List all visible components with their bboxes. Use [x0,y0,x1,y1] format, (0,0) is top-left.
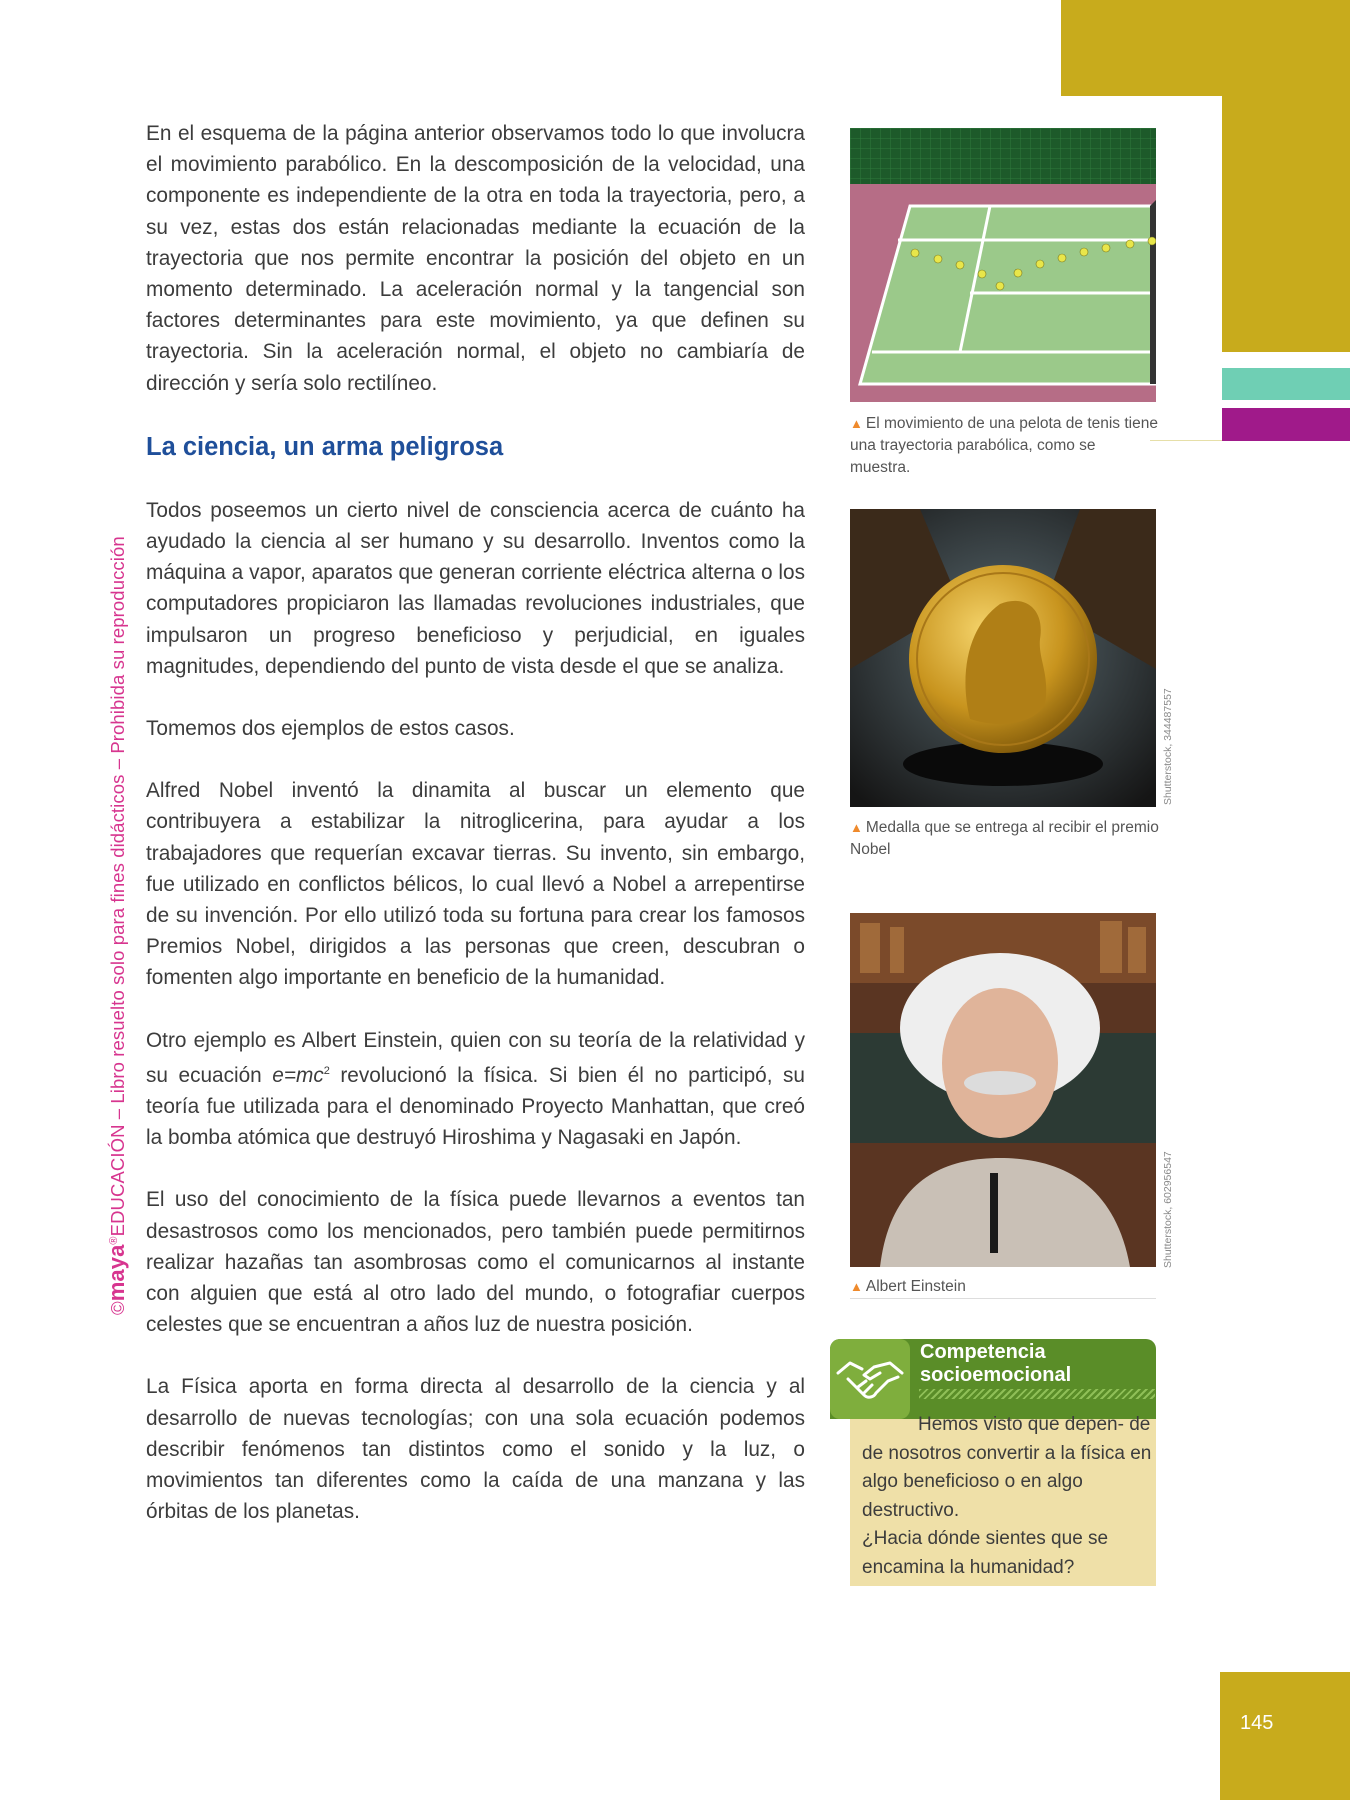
paragraph-3: Alfred Nobel inventó la dinamita al buscar un elemento que contribuyera a estabilizar la nitroglicerina, para ayudar a los trabajadores que requerían excavar tierras. Su invento, sin embargo, fue utilizado en conflictos bélicos, lo cual llevó a Nobel a arrepentirse de su invención. Por ello utilizó toda su fortuna para crear los famosos Premios Nobel, dirigidos a las personas que creen, descubran o fomenten algo importante en beneficio de la humanidad. [146,779,805,990]
equation-exponent: 2 [323,1064,330,1077]
competencia-body: de de nosotros convertir a la física en algo beneficioso o en algo destructivo. [862,1414,1152,1521]
einstein-photo-credit: Shutterstock, 602956547 [1162,1151,1174,1268]
tennis-court-image [850,128,1156,402]
einstein-image [850,913,1156,1267]
paragraph-6: La Física aporta en forma directa al desarrollo de la ciencia y al desarrollo de nuevas tecnologías; con una sola ecuación podemos describir fenómenos tan distintos como el sonido y la luz, o movimientos tan diferentes como la caída de una manzana y las órbitas de los planetas. [146,1375,805,1524]
medal-caption [850,817,1160,861]
einstein-caption [850,1276,1156,1299]
paragraph-1: Todos poseemos un cierto nivel de consciencia acerca de cuánto ha ayudado la ciencia al ser humano y su desarrollo. Inventos como la máquina a vapor, aparatos que generan corriente eléctrica alterna o los computadores propiciaron las llamadas revoluciones industriales, que impulsaron un progreso beneficioso y perjudicial, en iguales magnitudes, dependiendo del punto de vista desde el que se analiza. [146,498,805,678]
side-color-band [1222,96,1350,352]
divider [1150,440,1222,441]
paragraph-5: El uso del conocimiento de la física puede llevarnos a eventos tan desastrosos como los mencionados, pero también puede permitirnos realizar hazañas tan asombrosas como el comunicarnos al instante con alguien que está al otro lado del mundo, o fotografiar cuerpos celestes que se encuentran a años luz de nuestra posición. [146,1188,805,1337]
paragraph-4-end: revolucionó la física. Si bien él no participó, su teoría fue utilizada para el denominado Proyecto Manhattan, que creó la bomba atómica que destruyó Hiroshima y Nagasaki en Japón. [146,1063,805,1150]
side-label-text: EDUCACIÓN – Libro resuelto solo para fines didácticos – Prohibida su reproducción [107,536,128,1237]
competencia-title-line2: socioemocional [920,1364,1072,1386]
copyright-side-label [104,536,130,1315]
tennis-caption-text: El movimiento de una pelota de tenis tiene una trayectoria parabólica, como se muestra. [850,415,1158,476]
competencia-title-line1: Competencia [920,1341,1046,1363]
page-number-box [1220,1672,1350,1800]
caption-marker-icon: ▲ [850,820,863,835]
handshake-icon [830,1339,910,1419]
main-text-column [146,118,805,1558]
registered-mark: ® [107,1236,120,1245]
corner-decoration [1061,0,1350,96]
intro-paragraph: En el esquema de la página anterior observamos todo lo que involucra el movimiento parabólico. En la descomposición de la velocidad, una componente es independiente de la otra en toda la trayectoria, pero, a su vez, estas dos están relacionadas mediante la ecuación de la trayectoria que nos permite encontrar la posición del objeto en un momento determinado. La aceleración normal y la tangencial son factores determinantes para este movimiento, ya que definen su trayectoria. Sin la aceleración normal, el objeto no cambiaría de dirección y sería solo rectilíneo. [146,122,805,395]
paragraph-4 [146,1025,805,1154]
paragraph-2: Tomemos dos ejemplos de estos casos. [146,717,515,741]
nobel-medal-image [850,509,1156,807]
einstein-caption-text: Albert Einstein [865,1278,966,1295]
paragraph-4-start: Otro ejemplo es Albert Einstein, quien con su teoría de la relatividad y su ecuación [146,1028,805,1087]
caption-marker-icon: ▲ [850,416,863,431]
medal-photo-credit: Shutterstock, 344487557 [1162,688,1174,805]
copyright-symbol: © [107,1301,128,1315]
publisher-logo: maya [104,1244,129,1302]
page-number: 145 [1240,1712,1274,1734]
magenta-stripe [1222,408,1350,441]
tennis-caption [850,413,1160,479]
equation: e=mc [272,1063,324,1087]
competencia-text [862,1411,1152,1582]
competencia-title [920,1341,1071,1387]
teal-stripe [1222,368,1350,400]
medal-caption-text: Medalla que se entrega al recibir el premio Nobel [850,819,1159,858]
competencia-rule [919,1389,1155,1399]
competencia-question: ¿Hacia dónde sientes que se encamina la humanidad? [862,1528,1109,1578]
competencia-body-line1: Hemos visto que depen- [918,1414,1124,1435]
caption-marker-icon: ▲ [850,1279,863,1294]
section-heading: La ciencia, un arma peligrosa [146,432,504,461]
